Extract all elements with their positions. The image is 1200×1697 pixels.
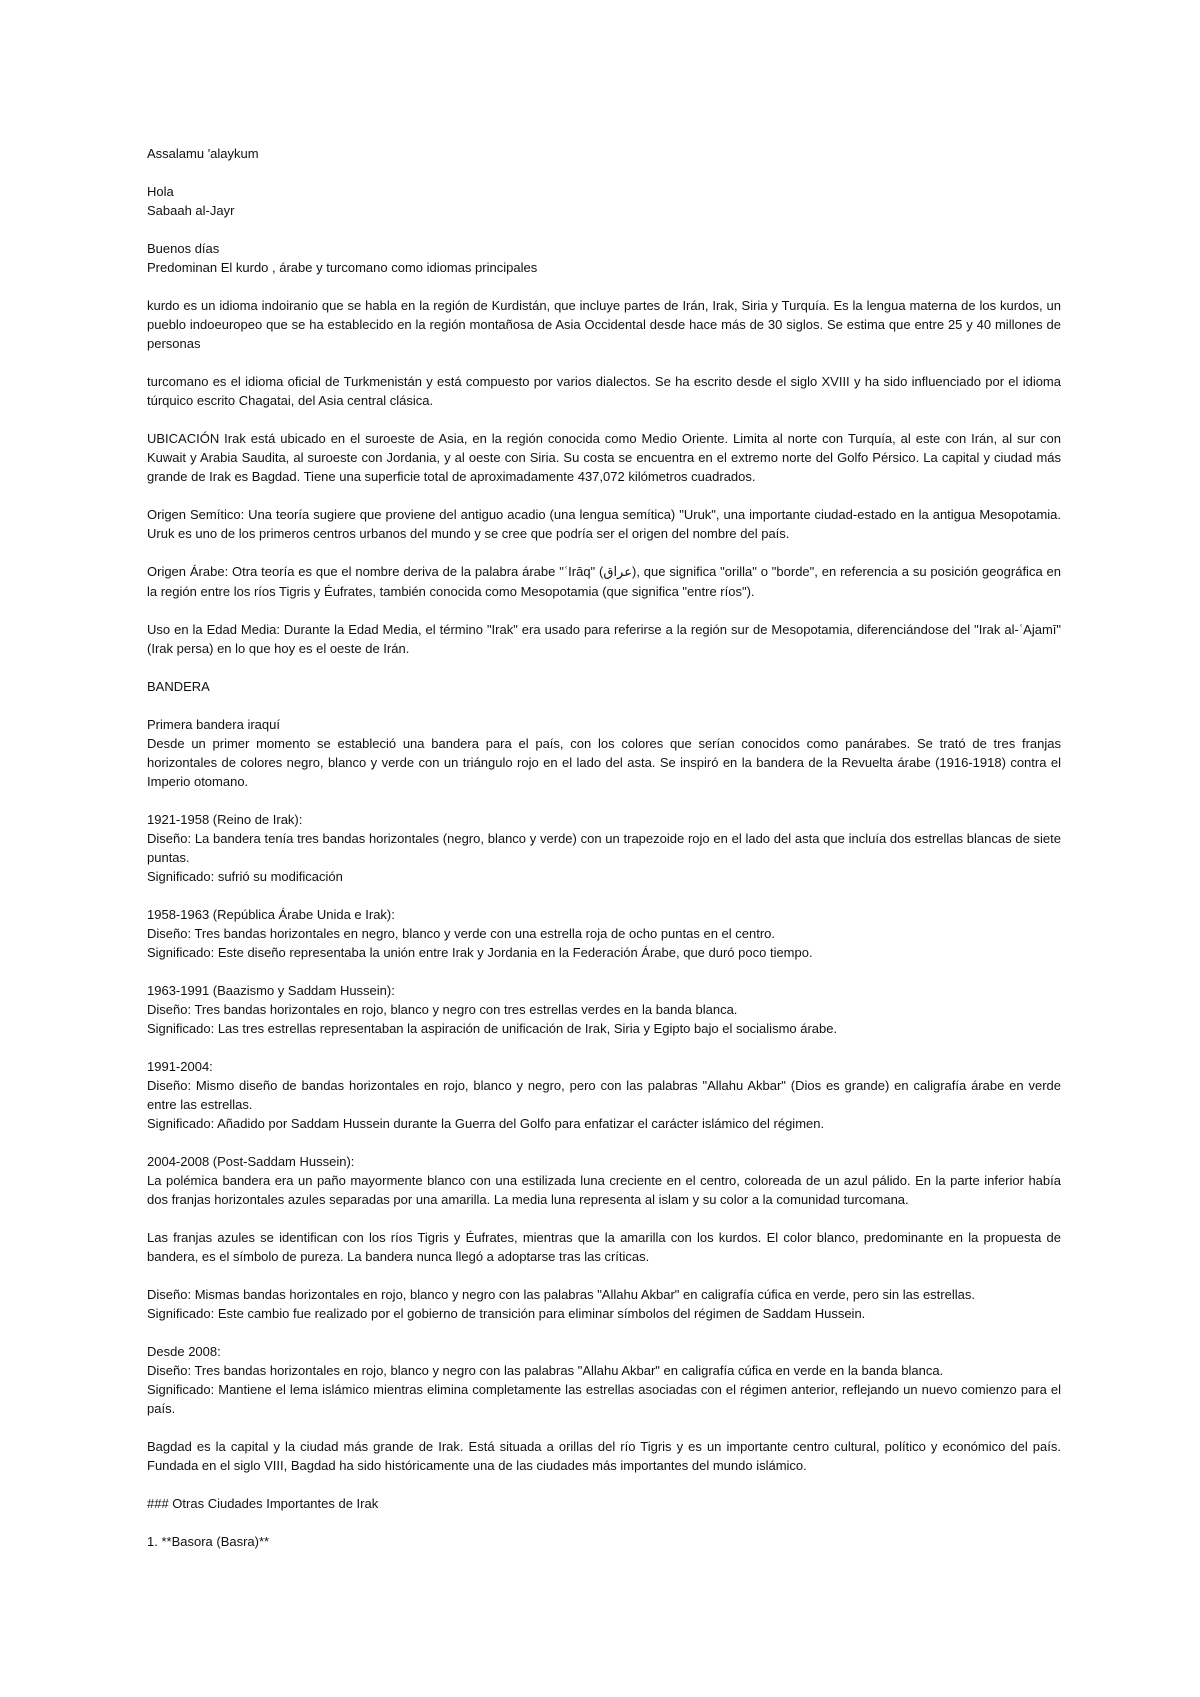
flag-2004b-design: Diseño: Mismas bandas horizontales en rojo, blanco y negro con las palabras "Allahu Akbar" en caligrafía cúfica en verde, pero sin las estrellas. [147,1287,975,1302]
flag-1921-design: Diseño: La bandera tenía tres bandas horizontales (negro, blanco y verde) con un trapezoide rojo en el lado del asta que incluía dos estrellas blancas de siete puntas. [147,831,1061,865]
flag-2008-title: Desde 2008: [147,1344,221,1359]
turkmen-paragraph: turcomano es el idioma oficial de Turkmenistán y está compuesto por varios dialectos. Se ha escrito desde el siglo XVIII y ha sido influenciado por el idioma túrquico escrito Chagatai, del Asia central clásica. [147,374,1061,408]
middle-ages-paragraph: Uso en la Edad Media: Durante la Edad Media, el término "Irak" era usado para referirse a la región sur de Mesopotamia, diferenciándose del "Irak al-ʿAjamī" (Irak persa) en lo que hoy es el oeste de Irán. [147,622,1061,656]
other-cities-heading: ### Otras Ciudades Importantes de Irak [147,1496,379,1511]
flag-2008-meaning: Significado: Mantiene el lema islámico mientras elimina completamente las estrellas asociadas con el régimen anterior, reflejando un nuevo comienzo para el país. [147,1382,1061,1416]
flag-1963-title: 1963-1991 (Baazismo y Saddam Hussein): [147,983,395,998]
flag-2004-text: La polémica bandera era un paño mayormente blanco con una estilizada luna creciente en el centro, coloreada de un azul pálido. En la parte inferior había dos franjas horizontales azules separadas por una amarilla. La media luna representa al islam y su color a la comunidad turcomana. [147,1173,1061,1207]
document-page [147,144,1061,1570]
flag-2004b-section [147,1285,1061,1323]
greeting-salam: Assalamu 'alaykum [147,146,259,161]
location-paragraph: UBICACIÓN Irak está ubicado en el suroeste de Asia, en la región conocida como Medio Oriente. Limita al norte con Turquía, al este con Irán, al sur con Kuwait y Arabia Saudita, al suroeste con Jordania, y al oeste con Siria. Su costa se encuentra en el extremo norte del Golfo Pérsico. La capital y ciudad más grande de Irak es Bagdad. Tiene una superficie total de aproximadamente 437,072 kilómetros cuadrados. [147,431,1061,484]
first-flag-text: Desde un primer momento se estableció una bandera para el país, con los colores que serían conocidos como panárabes. Se trató de tres franjas horizontales de colores negro, blanco y verde con un triángulo rojo en el lado del asta. Se inspiró en la bandera de la Revuelta árabe (1916-1918) contra el Imperio otomano. [147,736,1061,789]
languages-line: Predominan El kurdo , árabe y turcomano como idiomas principales [147,260,538,275]
greetings-block-3 [147,239,1061,277]
flag-1958-meaning: Significado: Este diseño representaba la unión entre Irak y Jordania en la Federación Árabe, que duró poco tiempo. [147,945,813,960]
flag-2004b-meaning: Significado: Este cambio fue realizado por el gobierno de transición para eliminar símbolos del régimen de Saddam Hussein. [147,1306,866,1321]
flag-1963-meaning: Significado: Las tres estrellas representaban la aspiración de unificación de Irak, Siria y Egipto bajo el socialismo árabe. [147,1021,838,1036]
flag-1991-section [147,1057,1061,1133]
arabic-origin-text-a: Origen Árabe: Otra teoría es que el nombre deriva de la palabra árabe "ʿIrāq" ( [147,564,604,579]
arabic-word: عراق [603,565,632,580]
flag-2004-title: 2004-2008 (Post-Saddam Hussein): [147,1154,355,1169]
flag-1991-meaning: Significado: Añadido por Saddam Hussein durante la Guerra del Golfo para enfatizar el carácter islámico del régimen. [147,1116,825,1131]
flag-1958-title: 1958-1963 (República Árabe Unida e Irak): [147,907,395,922]
flag-1991-title: 1991-2004: [147,1059,213,1074]
greetings-block-2 [147,182,1061,220]
stripes-paragraph: Las franjas azules se identifican con los ríos Tigris y Éufrates, mientras que la amarilla con los kurdos. El color blanco, predominante en la propuesta de bandera, es el símbolo de pureza. La bandera nunca llegó a adoptarse tras las críticas. [147,1230,1061,1264]
flag-1991-design: Diseño: Mismo diseño de bandas horizontales en rojo, blanco y negro, pero con las palabras "Allahu Akbar" (Dios es grande) en caligrafía árabe en verde entre las estrellas. [147,1078,1061,1112]
flag-1963-section [147,981,1061,1038]
greeting-buenos: Buenos días [147,241,220,256]
arabic-origin-text-b: ), que significa "orilla" o "borde", en referencia a su posición geográfica en la región entre los ríos Tigris y Éufrates, también conocida como Mesopotamia (que significa "entre ríos"). [147,564,1061,599]
flag-1921-title: 1921-1958 (Reino de Irak): [147,812,303,827]
flag-2008-design: Diseño: Tres bandas horizontales en rojo, blanco y negro con las palabras "Allahu Akbar" en caligrafía cúfica en verde en la banda blanca. [147,1363,944,1378]
greeting-hola: Hola [147,184,174,199]
greetings-block [147,144,1061,163]
kurdish-paragraph: kurdo es un idioma indoiranio que se habla en la región de Kurdistán, que incluye partes de Irán, Irak, Siria y Turquía. Es la lengua materna de los kurdos, un pueblo indoeuropeo que se ha establecido en la región montañosa de Asia Occidental desde hace más de 30 siglos. Se estima que entre 25 y 40 millones de personas [147,298,1061,351]
first-flag-section [147,715,1061,791]
baghdad-paragraph: Bagdad es la capital y la ciudad más grande de Irak. Está situada a orillas del río Tigris y es un importante centro cultural, político y económico del país. Fundada en el siglo VIII, Bagdad ha sido históricamente una de las ciudades más importantes del mundo islámico. [147,1439,1061,1473]
first-flag-title: Primera bandera iraquí [147,717,280,732]
flag-1921-meaning: Significado: sufrió su modificación [147,869,343,884]
basra-item: 1. **Basora (Basra)** [147,1534,270,1549]
flag-1958-design: Diseño: Tres bandas horizontales en negro, blanco y verde con una estrella roja de ocho puntas en el centro. [147,926,776,941]
flag-heading: BANDERA [147,679,210,694]
flag-1921-section [147,810,1061,886]
flag-2008-section [147,1342,1061,1418]
flag-2004-section [147,1152,1061,1209]
flag-1963-design: Diseño: Tres bandas horizontales en rojo, blanco y negro con tres estrellas verdes en la banda blanca. [147,1002,738,1017]
arabic-origin-paragraph [147,562,1061,601]
semitic-origin-paragraph: Origen Semítico: Una teoría sugiere que proviene del antiguo acadio (una lengua semítica) "Uruk", una importante ciudad-estado en la antigua Mesopotamia. Uruk es uno de los primeros centros urbanos del mundo y se cree que podría ser el origen del nombre del país. [147,507,1061,541]
flag-1958-section [147,905,1061,962]
greeting-sabaah: Sabaah al-Jayr [147,203,235,218]
